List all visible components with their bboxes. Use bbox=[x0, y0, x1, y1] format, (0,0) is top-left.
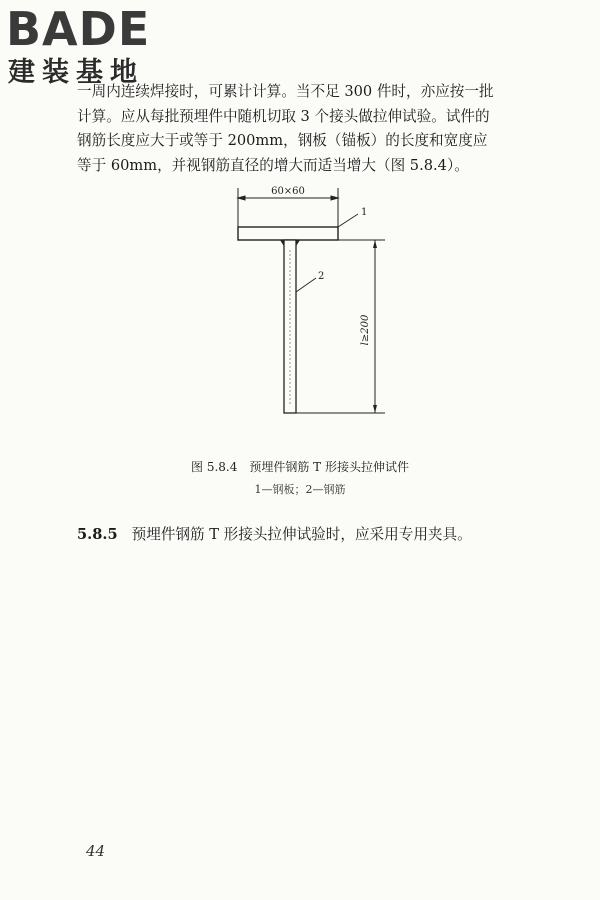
page-number: 44 bbox=[86, 842, 106, 860]
clause-number: 5.8.5 bbox=[77, 526, 118, 543]
fillet-weld bbox=[290, 240, 300, 251]
paragraph-line: 等于 60mm，并视钢筋直径的增大而适当增大（图 5.8.4）。 bbox=[77, 156, 469, 174]
length-label: l≥200 bbox=[360, 314, 371, 346]
paragraph-line: 一周内连续焊接时，可累计计算。当不足 300 件时，亦应按一批 bbox=[77, 83, 494, 100]
steel-bar bbox=[284, 240, 296, 413]
plate-marker: 1 bbox=[361, 207, 368, 218]
logo-brand-text: BADE bbox=[6, 2, 151, 56]
clause-5-8-5 bbox=[77, 524, 472, 546]
bar-marker: 2 bbox=[318, 271, 325, 282]
plate-dimension-label: 60×60 bbox=[271, 186, 305, 197]
clause-text: 预埋件钢筋 T 形接头拉伸试验时，应采用专用夹具。 bbox=[131, 526, 472, 543]
length-arrow-top bbox=[373, 240, 377, 248]
dimension-arrow-right bbox=[331, 196, 338, 200]
paragraph-line: 计算。应从每批预埋件中随机切取 3 个接头做拉伸试验。试件的 bbox=[77, 107, 490, 125]
leader-line-plate bbox=[338, 214, 358, 227]
figure-caption: 图 5.8.4 预埋件钢筋 T 形接头拉伸试件 bbox=[191, 460, 409, 474]
steel-plate bbox=[238, 227, 338, 240]
length-arrow-bottom bbox=[373, 405, 377, 413]
brand-logo bbox=[6, 2, 176, 92]
body-paragraph bbox=[77, 80, 557, 178]
figure-legend: 1—钢板；2—钢筋 bbox=[254, 483, 346, 496]
leader-line-bar bbox=[296, 278, 316, 292]
paragraph-line: 钢筋长度应大于或等于 200mm，钢板（锚板）的长度和宽度应 bbox=[77, 132, 488, 149]
dimension-arrow-left bbox=[238, 196, 245, 200]
fillet-weld bbox=[280, 240, 290, 251]
logo-subtitle: 建装基地 bbox=[8, 57, 144, 88]
